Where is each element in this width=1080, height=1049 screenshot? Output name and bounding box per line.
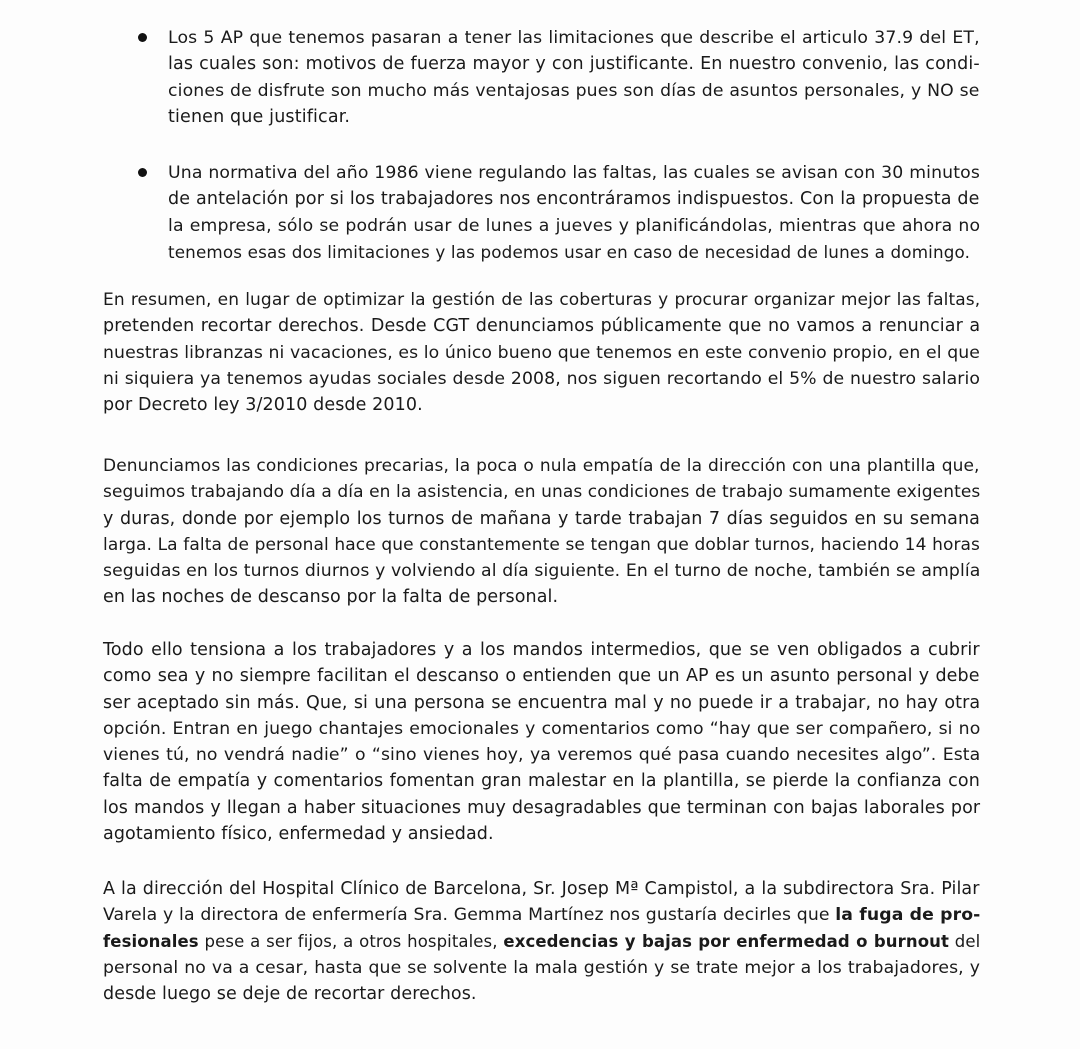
paragraph-line: vienes tú, no vendrá nadie” o “sino vienes hoy, ya veremos qué pasa cuando necesites algo”. Esta <box>103 745 981 766</box>
bullet-line: tienen que justificar. <box>168 106 351 127</box>
bold-phrase-brain-drain: la fuga de pro- <box>835 905 981 926</box>
bullet-line: Una normativa del año 1986 viene regulando las faltas, las cuales se avisan con 30 minutos <box>168 163 981 183</box>
paragraph-tension <box>103 637 980 847</box>
paragraph-line: seguimos trabajando día a día en la asistencia, en unas condiciones de trabajo sumamente exigentes <box>103 482 981 503</box>
paragraph-line: y duras, donde por ejemplo los turnos de mañana y tarde trabajan 7 días seguidos en su semana <box>103 508 981 529</box>
bullet-line: ciones de disfrute son mucho más ventajosas pues son días de asuntos personales, y NO se <box>168 80 980 101</box>
paragraph-line: larga. La falta de personal hace que constantemente se tengan que doblar turnos, haciendo 14 horas <box>103 534 981 555</box>
paragraph-line: Todo ello tensiona a los trabajadores y a los mandos intermedios, que se ven obligados a cubrir <box>103 640 980 660</box>
paragraph-line: A la dirección del Hospital Clínico de Barcelona, Sr. Josep Mª Campistol, a la subdirectora Sra. Pilar <box>103 879 980 899</box>
paragraph-line <box>103 929 980 955</box>
bold-phrase-leaves-burnout: excedencias y bajas por enfermedad o burnout <box>503 931 949 951</box>
paragraph-closing <box>103 876 980 1007</box>
bullet-line: las cuales son: motivos de fuerza mayor y con justificante. En nuestro convenio, las condi- <box>168 54 980 75</box>
bullet-line: Los 5 AP que tenemos pasaran a tener las limitaciones que describe el articulo 37.9 del ET, <box>168 28 980 48</box>
paragraph-line: nuestras libranzas ni vacaciones, es lo único bueno que tenemos en este convenio propio, en el que <box>103 342 980 363</box>
bullet-item-ap-limitations <box>168 25 980 130</box>
bullet-line: tenemos esas dos limitaciones y las podemos usar en caso de necesidad de lunes a domingo. <box>168 241 971 262</box>
paragraph-line: personal no va a cesar, hasta que se solvente la mala gestión y se trate mejor a los trabajadores, y <box>103 957 981 978</box>
bullet-line: de antelación por si los trabajadores nos encontráramos indispuestos. Con la propuesta de <box>168 189 980 210</box>
paragraph-line: En resumen, en lugar de optimizar la gestión de las coberturas y procurar organizar mejor las faltas, <box>103 290 981 310</box>
bullet-item-absences-regulation <box>168 160 980 265</box>
closing-text: del <box>948 931 981 951</box>
paragraph-denunciation <box>103 453 980 611</box>
paragraph-line: en las noches de descanso por la falta de personal. <box>103 587 559 608</box>
paragraph-line: agotamiento físico, enfermedad y ansiedad. <box>103 824 494 845</box>
paragraph-line: Denunciamos las condiciones precarias, la poca o nula empatía de la dirección con una plantilla que, <box>103 456 980 476</box>
paragraph-line: los mandos y llegan a haber situaciones muy desagradables que terminan con bajas laborales por <box>103 797 981 818</box>
closing-text: pese a ser fijos, a otros hospitales, <box>198 931 504 951</box>
paragraph-line: ser aceptado sin más. Que, si una persona se encuentra mal y no puede ir a trabajar, no hay otra <box>103 692 981 713</box>
paragraph-line: desde luego se deje de recortar derechos. <box>103 984 477 1005</box>
closing-text: Varela y la directora de enfermería Sra. Gemma Martínez nos gustaría decirles que <box>103 905 836 926</box>
paragraph-line: pretenden recortar derechos. Desde CGT denunciamos públicamente que no vamos a renunciar a <box>103 316 981 337</box>
bullet-point-icon <box>138 168 147 177</box>
bold-phrase-brain-drain-cont: fesionales <box>103 931 199 951</box>
bullet-point-icon <box>138 33 147 42</box>
paragraph-line: falta de empatía y comentarios fomentan gran malestar en la plantilla, se pierde la confianza con <box>103 771 980 792</box>
paragraph-line: como sea y no siempre facilitan el descanso o entienden que un AP es un asunto personal y debe <box>103 666 980 687</box>
paragraph-line: seguidas en los turnos diurnos y volviendo al día siguiente. En el turno de noche, también se amplía <box>103 561 981 582</box>
paragraph-line <box>103 902 980 928</box>
paragraph-summary <box>103 287 980 418</box>
paragraph-line: ni siquiera ya tenemos ayudas sociales desde 2008, nos siguen recortando el 5% de nuestro salario <box>103 368 981 389</box>
paragraph-line: opción. Entran en juego chantajes emocionales y comentarios como “hay que ser compañero, si no <box>103 718 981 739</box>
bullet-line: la empresa, sólo se podrán usar de lunes a jueves y planificándolas, mientras que ahora no <box>168 215 981 236</box>
paragraph-line: por Decreto ley 3/2010 desde 2010. <box>103 395 423 416</box>
